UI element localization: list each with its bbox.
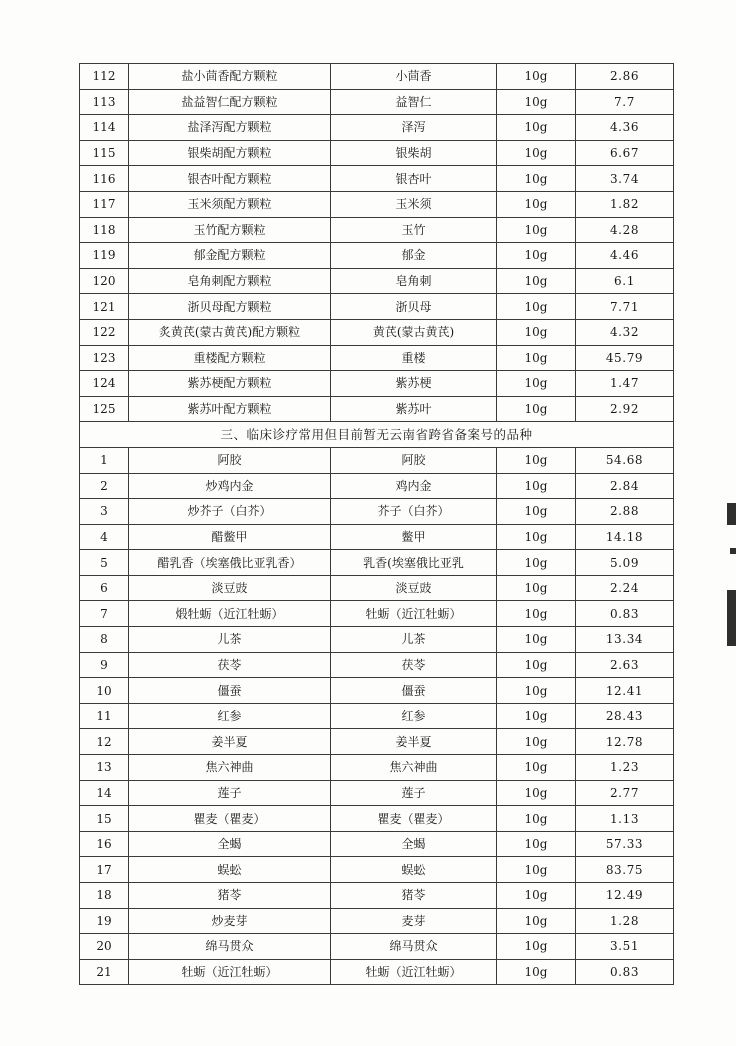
cell-number: 13 [80,755,129,781]
table-row [80,191,674,217]
table-row [80,934,674,960]
cell-product-name: 炒鸡内金 [129,473,331,499]
cell-number: 119 [80,243,129,269]
cell-number: 123 [80,345,129,371]
cell-herb-name: 乳香(埃塞俄比亚乳 [331,550,497,576]
cell-product-name: 炙黄芪(蒙古黄芪)配方颗粒 [129,319,331,345]
table-row [80,575,674,601]
cell-herb-name: 牡蛎（近江牡蛎） [331,601,497,627]
cell-number: 12 [80,729,129,755]
cell-herb-name: 益智仁 [331,89,497,115]
cell-product-name: 炒芥子（白芥） [129,499,331,525]
cell-spec: 10g [497,524,576,550]
table-row [80,652,674,678]
table-row [80,473,674,499]
cell-product-name: 紫苏梗配方颗粒 [129,371,331,397]
cell-herb-name: 银杏叶 [331,166,497,192]
cell-price: 83.75 [576,857,674,883]
cell-number: 118 [80,217,129,243]
cell-spec: 10g [497,627,576,653]
cell-price: 28.43 [576,703,674,729]
table-row [80,627,674,653]
table-row [80,678,674,704]
table-row [80,550,674,576]
cell-product-name: 盐泽泻配方颗粒 [129,115,331,141]
cell-price: 7.7 [576,89,674,115]
cell-herb-name: 紫苏叶 [331,396,497,422]
cell-price: 2.86 [576,64,674,90]
cell-herb-name: 焦六神曲 [331,755,497,781]
cell-product-name: 猪苓 [129,883,331,909]
cell-number: 21 [80,959,129,985]
cell-spec: 10g [497,345,576,371]
cell-number: 3 [80,499,129,525]
cell-price: 2.77 [576,780,674,806]
cell-product-name: 重楼配方颗粒 [129,345,331,371]
cell-spec: 10g [497,806,576,832]
cell-price: 4.46 [576,243,674,269]
cell-herb-name: 全蝎 [331,831,497,857]
cell-product-name: 紫苏叶配方颗粒 [129,396,331,422]
cell-spec: 10g [497,550,576,576]
cell-product-name: 醋鳖甲 [129,524,331,550]
cell-price: 6.67 [576,140,674,166]
cell-number: 116 [80,166,129,192]
cell-product-name: 淡豆豉 [129,575,331,601]
table-row [80,755,674,781]
cell-product-name: 阿胶 [129,447,331,473]
cell-number: 121 [80,294,129,320]
cell-number: 122 [80,319,129,345]
table-row [80,396,674,422]
cell-spec: 10g [497,883,576,909]
cell-herb-name: 玉米须 [331,191,497,217]
cell-herb-name: 芥子（白芥） [331,499,497,525]
cell-price: 4.28 [576,217,674,243]
cell-price: 5.09 [576,550,674,576]
cell-spec: 10g [497,243,576,269]
cell-herb-name: 猪苓 [331,883,497,909]
cell-spec: 10g [497,371,576,397]
cell-herb-name: 浙贝母 [331,294,497,320]
cell-product-name: 玉竹配方颗粒 [129,217,331,243]
cell-spec: 10g [497,652,576,678]
cell-spec: 10g [497,959,576,985]
cell-product-name: 儿茶 [129,627,331,653]
table-row [80,243,674,269]
cell-herb-name: 郁金 [331,243,497,269]
cell-herb-name: 重楼 [331,345,497,371]
cell-herb-name: 僵蚕 [331,678,497,704]
cell-number: 115 [80,140,129,166]
cell-number: 16 [80,831,129,857]
cell-number: 117 [80,191,129,217]
page-edge-mark [727,503,736,525]
cell-spec: 10g [497,499,576,525]
cell-herb-name: 泽泻 [331,115,497,141]
cell-number: 20 [80,934,129,960]
cell-number: 7 [80,601,129,627]
table-row [80,857,674,883]
cell-herb-name: 绵马贯众 [331,934,497,960]
cell-spec: 10g [497,678,576,704]
cell-product-name: 牡蛎（近江牡蛎） [129,959,331,985]
cell-spec: 10g [497,908,576,934]
cell-product-name: 全蝎 [129,831,331,857]
cell-price: 4.32 [576,319,674,345]
table-row [80,908,674,934]
table-row [80,319,674,345]
cell-number: 14 [80,780,129,806]
cell-price: 4.36 [576,115,674,141]
cell-herb-name: 莲子 [331,780,497,806]
cell-price: 2.92 [576,396,674,422]
cell-number: 114 [80,115,129,141]
cell-number: 125 [80,396,129,422]
cell-spec: 10g [497,191,576,217]
cell-product-name: 盐益智仁配方颗粒 [129,89,331,115]
cell-number: 8 [80,627,129,653]
cell-number: 15 [80,806,129,832]
cell-spec: 10g [497,447,576,473]
cell-number: 4 [80,524,129,550]
cell-price: 2.63 [576,652,674,678]
cell-number: 10 [80,678,129,704]
cell-price: 1.82 [576,191,674,217]
cell-price: 0.83 [576,601,674,627]
cell-herb-name: 小茴香 [331,64,497,90]
cell-number: 11 [80,703,129,729]
cell-spec: 10g [497,217,576,243]
cell-spec: 10g [497,934,576,960]
cell-price: 12.41 [576,678,674,704]
cell-number: 112 [80,64,129,90]
cell-price: 2.84 [576,473,674,499]
table-row [80,831,674,857]
cell-herb-name: 玉竹 [331,217,497,243]
cell-price: 2.24 [576,575,674,601]
cell-product-name: 银杏叶配方颗粒 [129,166,331,192]
cell-number: 18 [80,883,129,909]
table-row [80,780,674,806]
cell-number: 19 [80,908,129,934]
cell-number: 2 [80,473,129,499]
cell-spec: 10g [497,575,576,601]
table-row [80,806,674,832]
cell-product-name: 绵马贯众 [129,934,331,960]
table-row [80,371,674,397]
cell-price: 12.78 [576,729,674,755]
cell-number: 5 [80,550,129,576]
cell-spec: 10g [497,64,576,90]
table-row [80,345,674,371]
cell-product-name: 姜半夏 [129,729,331,755]
table-row [80,166,674,192]
cell-product-name: 蜈蚣 [129,857,331,883]
cell-product-name: 瞿麦（瞿麦） [129,806,331,832]
table-row [80,294,674,320]
cell-product-name: 焦六神曲 [129,755,331,781]
cell-product-name: 炒麦芽 [129,908,331,934]
cell-price: 14.18 [576,524,674,550]
table-row [80,499,674,525]
cell-spec: 10g [497,755,576,781]
cell-product-name: 皂角刺配方颗粒 [129,268,331,294]
cell-spec: 10g [497,115,576,141]
cell-price: 1.23 [576,755,674,781]
cell-product-name: 茯苓 [129,652,331,678]
cell-price: 57.33 [576,831,674,857]
cell-spec: 10g [497,601,576,627]
cell-price: 0.83 [576,959,674,985]
table-row [80,268,674,294]
cell-herb-name: 鸡内金 [331,473,497,499]
cell-number: 9 [80,652,129,678]
cell-product-name: 银柴胡配方颗粒 [129,140,331,166]
table-row [80,140,674,166]
cell-spec: 10g [497,89,576,115]
cell-number: 1 [80,447,129,473]
cell-spec: 10g [497,396,576,422]
cell-product-name: 郁金配方颗粒 [129,243,331,269]
table-row [80,959,674,985]
cell-herb-name: 紫苏梗 [331,371,497,397]
cell-herb-name: 麦芽 [331,908,497,934]
cell-price: 7.71 [576,294,674,320]
cell-spec: 10g [497,780,576,806]
table-row [80,883,674,909]
cell-price: 1.28 [576,908,674,934]
cell-spec: 10g [497,294,576,320]
table-row [80,703,674,729]
cell-product-name: 盐小茴香配方颗粒 [129,64,331,90]
cell-spec: 10g [497,140,576,166]
table-row [80,601,674,627]
table-row [80,217,674,243]
cell-herb-name: 淡豆豉 [331,575,497,601]
cell-price: 54.68 [576,447,674,473]
cell-spec: 10g [497,831,576,857]
cell-price: 1.13 [576,806,674,832]
cell-spec: 10g [497,268,576,294]
cell-price: 12.49 [576,883,674,909]
cell-price: 3.51 [576,934,674,960]
section-title: 三、临床诊疗常用但目前暂无云南省跨省备案号的品种 [80,422,674,448]
cell-product-name: 莲子 [129,780,331,806]
cell-herb-name: 红参 [331,703,497,729]
table-row [80,89,674,115]
cell-number: 113 [80,89,129,115]
cell-herb-name: 阿胶 [331,447,497,473]
cell-price: 2.88 [576,499,674,525]
table-row [80,729,674,755]
cell-herb-name: 姜半夏 [331,729,497,755]
cell-number: 120 [80,268,129,294]
cell-price: 3.74 [576,166,674,192]
cell-spec: 10g [497,166,576,192]
table-body [80,64,674,985]
page-edge-mark [727,590,736,646]
cell-product-name: 僵蚕 [129,678,331,704]
cell-herb-name: 银柴胡 [331,140,497,166]
cell-price: 6.1 [576,268,674,294]
cell-spec: 10g [497,703,576,729]
table-row [80,115,674,141]
cell-price: 1.47 [576,371,674,397]
cell-herb-name: 茯苓 [331,652,497,678]
table-row [80,447,674,473]
page-edge-mark [730,548,736,554]
cell-spec: 10g [497,729,576,755]
table-row [80,524,674,550]
cell-herb-name: 牡蛎（近江牡蛎） [331,959,497,985]
cell-spec: 10g [497,473,576,499]
section-row [80,422,674,448]
cell-number: 6 [80,575,129,601]
cell-herb-name: 鳖甲 [331,524,497,550]
drug-price-table [79,63,674,985]
cell-product-name: 玉米须配方颗粒 [129,191,331,217]
cell-herb-name: 蜈蚣 [331,857,497,883]
table-row [80,64,674,90]
cell-herb-name: 儿茶 [331,627,497,653]
cell-spec: 10g [497,857,576,883]
cell-herb-name: 瞿麦（瞿麦） [331,806,497,832]
cell-price: 13.34 [576,627,674,653]
cell-number: 124 [80,371,129,397]
cell-herb-name: 皂角刺 [331,268,497,294]
cell-spec: 10g [497,319,576,345]
cell-number: 17 [80,857,129,883]
cell-product-name: 红参 [129,703,331,729]
cell-product-name: 浙贝母配方颗粒 [129,294,331,320]
cell-herb-name: 黄芪(蒙古黄芪) [331,319,497,345]
cell-product-name: 煅牡蛎（近江牡蛎） [129,601,331,627]
cell-price: 45.79 [576,345,674,371]
cell-product-name: 醋乳香（埃塞俄比亚乳香） [129,550,331,576]
